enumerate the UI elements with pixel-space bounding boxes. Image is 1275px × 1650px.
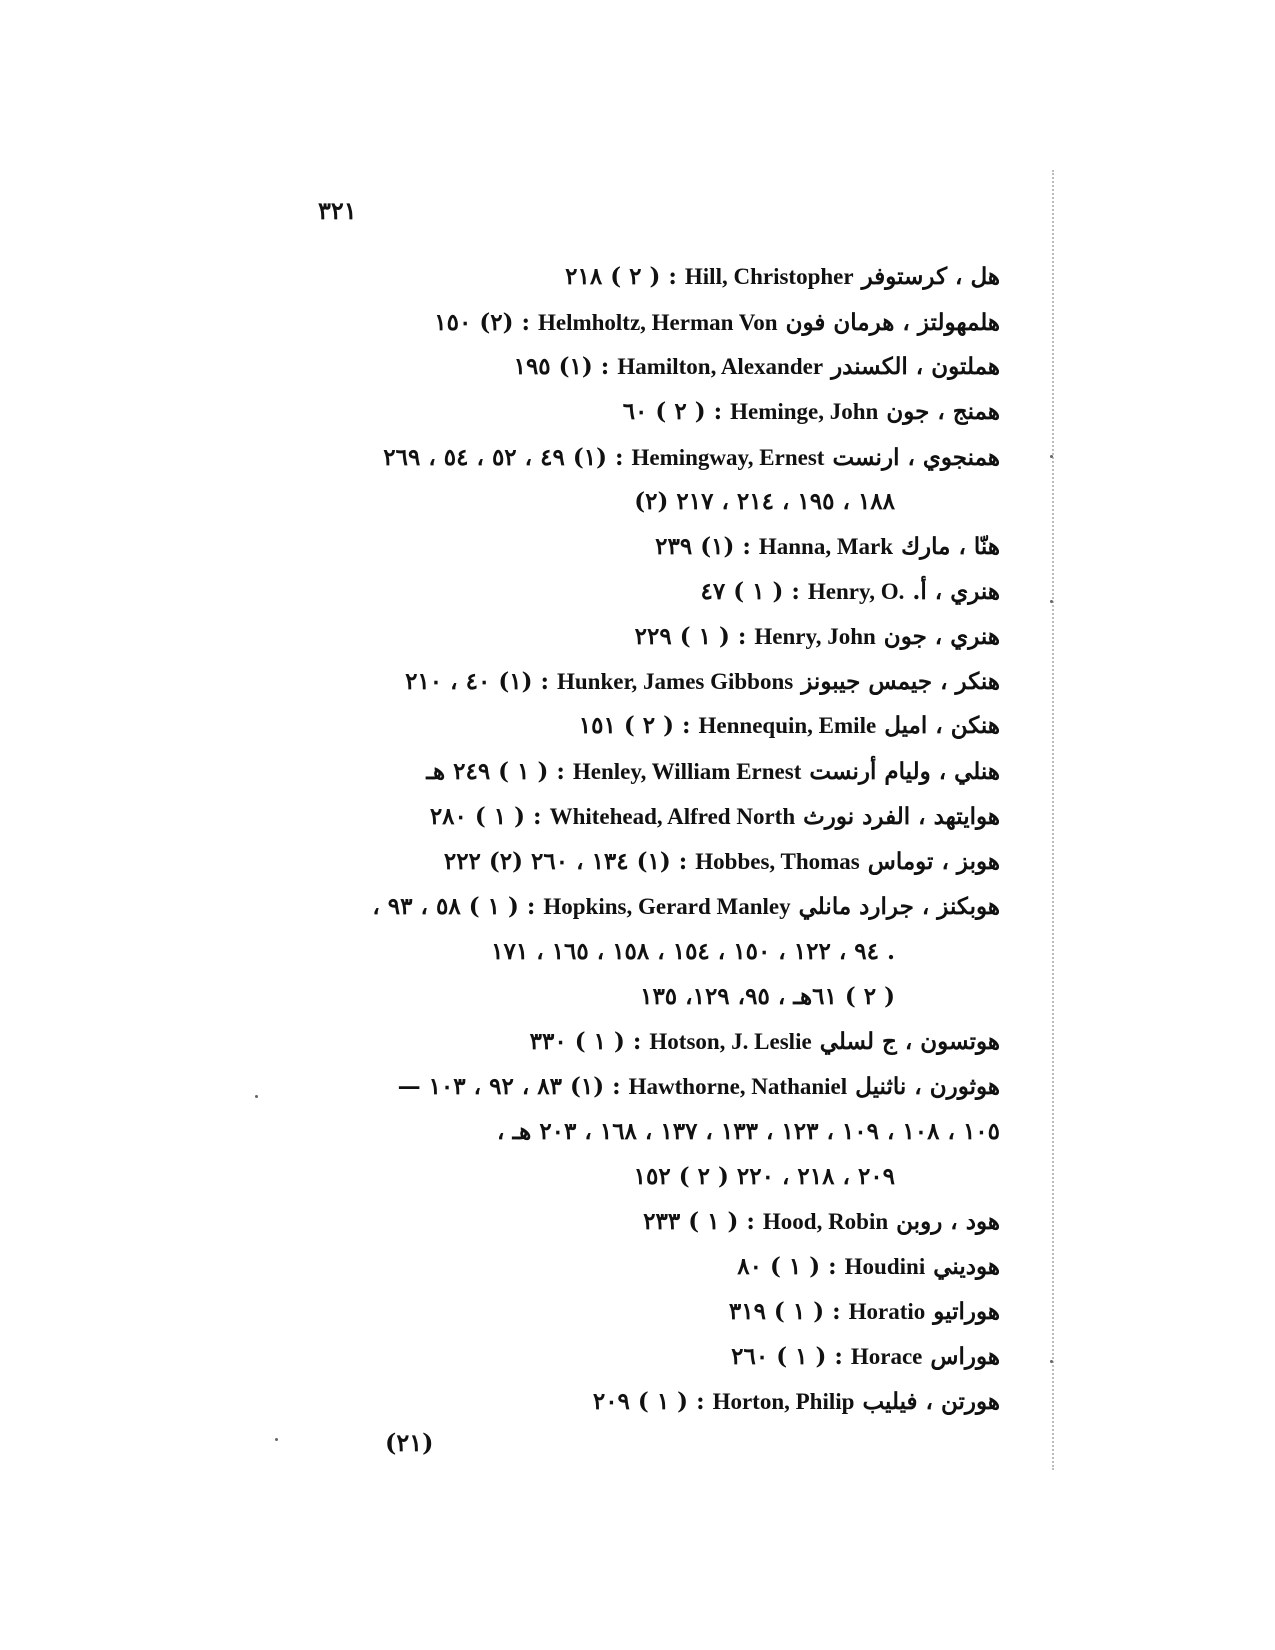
entry-arabic-name: هل ، كرستوفر: [861, 263, 1000, 290]
entry-arabic-name: هوديني: [933, 1253, 1000, 1280]
index-entry: [593, 1390, 1000, 1413]
stray-dot: [275, 1438, 278, 1441]
entry-latin-name: Henry, O.: [807, 579, 905, 604]
index-entry: [491, 940, 895, 963]
index-entry: [434, 311, 1000, 334]
index-entry: [514, 355, 1000, 378]
signature-mark: (٢١): [385, 1428, 434, 1457]
entry-page-refs: ( ٢ ) ٦١هـ ، ٩٥، ١٢٩، ١٣٥: [640, 983, 895, 1010]
index-entry: [383, 446, 1000, 469]
entry-latin-name: Whitehead, Alfred North: [549, 804, 796, 829]
index-entry: [737, 1255, 1000, 1278]
entry-page-refs: : (١) ١٩٥: [513, 353, 610, 380]
entry-page-refs: : (١) ١٣٤ ، ٢٦٠ (٢) ٢٢٢: [443, 848, 688, 875]
entry-page-refs: : (١) ٨٣ ، ٩٢ ، ١٠٣ —: [397, 1073, 621, 1100]
index-entry: [565, 265, 1000, 288]
entry-page-refs: : ( ١ ) ٣١٩: [728, 1298, 841, 1325]
entry-page-refs: : ( ١ ) ٨٠: [737, 1253, 837, 1280]
index-entry: [643, 1210, 1000, 1233]
index-entry: [372, 895, 1000, 918]
entry-page-refs: : (١) ٤٠ ، ٢١٠: [405, 668, 549, 695]
index-entry: [405, 670, 1000, 693]
entry-arabic-name: هوراتيو: [933, 1298, 1000, 1325]
stray-dot: [255, 1095, 258, 1098]
entry-latin-name: Hemingway, Ernest: [631, 445, 825, 470]
entry-latin-name: Hill, Christopher: [684, 264, 854, 289]
entry-latin-name: Helmholtz, Herman Von: [537, 310, 778, 335]
entry-latin-name: Horatio: [848, 1299, 926, 1324]
entry-arabic-name: هوتسون ، ج لسلي: [819, 1028, 1000, 1055]
entry-page-refs: : ( ١ ) ٤٧: [700, 578, 800, 605]
entry-page-refs: : (١) ٢٣٩: [655, 533, 751, 560]
entry-latin-name: Hanna, Mark: [758, 534, 894, 559]
page-number: ٣٢١: [318, 196, 357, 225]
entry-page-refs: ٩٤ ، ١٢٢ ، ١٥٠ ، ١٥٤ ، ١٥٨ ، ١٦٥ ، ١٧١ .: [491, 938, 895, 965]
entry-arabic-name: هنري ، جون: [883, 623, 1000, 650]
entry-page-refs: : ( ١ ) ٣٣٠: [529, 1028, 642, 1055]
index-entry: [623, 400, 1000, 423]
index-entry: [729, 1300, 1000, 1323]
entry-page-refs: ٢٠٩ ، ٢١٨ ، ٢٢٠ ( ٢ ) ١٥٢: [633, 1163, 895, 1190]
entry-arabic-name: هلمهولتز ، هرمان فون: [785, 309, 1000, 336]
entry-latin-name: Hood, Robin: [762, 1209, 889, 1234]
entry-latin-name: Hawthorne, Nathaniel: [628, 1074, 848, 1099]
entry-latin-name: Horace: [850, 1344, 923, 1369]
entry-arabic-name: هورتن ، فيليب: [862, 1388, 1000, 1415]
entry-latin-name: Hopkins, Gerard Manley: [543, 894, 791, 919]
index-entry: [634, 1165, 895, 1188]
entry-page-refs: : ( ١ ) ٢٣٣: [643, 1208, 755, 1235]
entry-arabic-name: هوراس: [930, 1343, 1000, 1370]
entry-arabic-name: هوثورن ، ناثنيل: [855, 1073, 1000, 1100]
index-entry: [398, 1075, 1000, 1098]
entry-latin-name: Horton, Philip: [712, 1389, 855, 1414]
stray-dot: [1050, 455, 1053, 458]
entry-page-refs: ١٠٥ ، ١٠٨ ، ١٠٩ ، ١٢٣ ، ١٣٣ ، ١٣٧ ، ١٦٨ ، ٢٠٣ هـ ،: [497, 1118, 1000, 1145]
index-entry: [497, 1120, 1000, 1143]
entry-page-refs: : ( ٢ ) ١٥١: [578, 712, 691, 739]
entry-latin-name: Houdini: [844, 1254, 926, 1279]
entry-page-refs: : ( ٢ ) ٦٠: [622, 398, 723, 425]
entry-arabic-name: همنجوي ، ارنست: [832, 444, 1000, 471]
entry-arabic-name: هنّا ، مارك: [901, 533, 1000, 560]
entry-latin-name: Henley, William Ernest: [572, 759, 802, 784]
entry-page-refs: : ( ١ ) ٢٤٩ هـ: [426, 758, 565, 785]
entry-page-refs: : (١) ٤٩ ، ٥٢ ، ٥٤ ، ٢٦٩: [383, 444, 624, 471]
entry-page-refs: (٢) ١٨٨ ، ١٩٥ ، ٢١٤ ، ٢١٧: [634, 488, 895, 515]
entry-latin-name: Hobbes, Thomas: [695, 849, 860, 874]
entry-latin-name: Hotson, J. Leslie: [649, 1029, 812, 1054]
entry-page-refs: : ( ١ ) ٥٨ ، ٩٣ ،: [372, 893, 536, 920]
entry-page-refs: : ( ١ ) ٢٢٩: [634, 623, 747, 650]
entry-arabic-name: همنج ، جون: [886, 398, 1000, 425]
entry-latin-name: Hennequin, Emile: [698, 713, 877, 738]
entry-latin-name: Hamilton, Alexander: [617, 354, 824, 379]
index-entry: [701, 580, 1001, 603]
entry-arabic-name: هنري ، أ.: [912, 578, 1000, 605]
entry-page-refs: : ( ٢ ) ٢١٨: [565, 263, 677, 290]
entry-arabic-name: هنكر ، جيمس جيبونز: [801, 668, 1000, 695]
entry-latin-name: Hunker, James Gibbons: [556, 669, 794, 694]
stray-dot: [1050, 600, 1053, 603]
entry-latin-name: Henry, John: [754, 624, 876, 649]
entry-arabic-name: هملتون ، الكسندر: [831, 353, 1000, 380]
entry-arabic-name: هود ، روبن: [896, 1208, 1000, 1235]
stray-dot: [1050, 1360, 1053, 1363]
index-entry: [634, 490, 895, 513]
index-entry: [579, 714, 1000, 737]
index-entry: [444, 850, 1000, 873]
index-entry: [640, 985, 895, 1008]
index-entry: [430, 805, 1000, 828]
entry-arabic-name: هوايتهد ، الفرد نورث: [803, 803, 1000, 830]
entry-arabic-name: هوبكنز ، جرارد مانلي: [798, 893, 1000, 920]
index-entry: [635, 625, 1000, 648]
entry-arabic-name: هنكن ، اميل: [884, 712, 1000, 739]
entry-page-refs: : (٢) ١٥٠: [434, 309, 530, 336]
entry-arabic-name: هنلي ، وليام أرنست: [809, 758, 1000, 785]
entry-page-refs: : ( ١ ) ٢٦٠: [731, 1343, 843, 1370]
index-entry: [530, 1030, 1000, 1053]
index-entry: [426, 760, 1000, 783]
gutter-dots: [1052, 170, 1062, 1470]
index-entry: [731, 1345, 1000, 1368]
index-entry: [655, 535, 1000, 558]
entry-page-refs: : ( ١ ) ٢٠٩: [592, 1388, 705, 1415]
entry-page-refs: : ( ١ ) ٢٨٠: [429, 803, 542, 830]
entry-latin-name: Heminge, John: [730, 399, 879, 424]
entry-arabic-name: هوبز ، توماس: [867, 848, 1000, 875]
